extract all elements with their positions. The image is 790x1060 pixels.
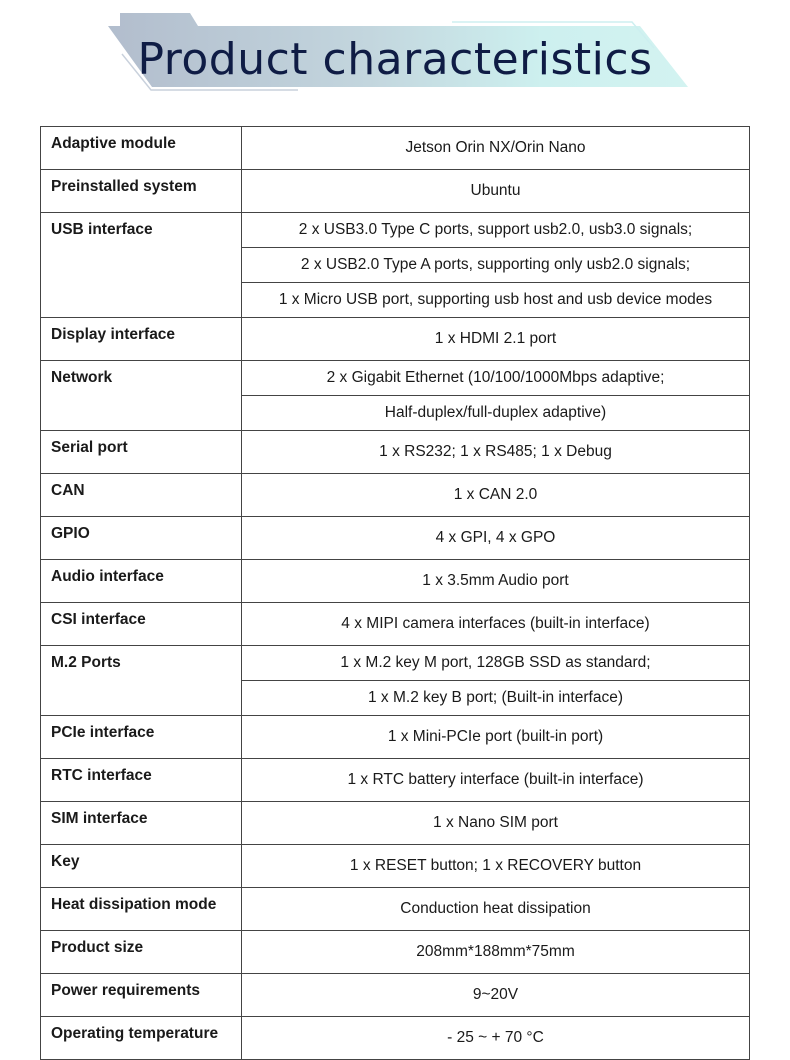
row-label: USB interface <box>41 213 242 318</box>
row-value: 4 x GPI, 4 x GPO <box>242 517 750 560</box>
title-banner <box>0 0 790 110</box>
table-row <box>41 474 750 517</box>
row-label: Heat dissipation mode <box>41 888 242 931</box>
row-value: 9~20V <box>242 974 750 1017</box>
row-value: 2 x USB2.0 Type A ports, supporting only usb2.0 signals; <box>242 248 750 283</box>
row-label: GPIO <box>41 517 242 560</box>
row-value: Jetson Orin NX/Orin Nano <box>242 127 750 170</box>
row-value: 1 x Micro USB port, supporting usb host and usb device modes <box>242 283 750 318</box>
spec-table <box>40 126 750 1060</box>
row-label: SIM interface <box>41 802 242 845</box>
row-label: CAN <box>41 474 242 517</box>
table-row <box>41 888 750 931</box>
row-value: 1 x Nano SIM port <box>242 802 750 845</box>
row-label: Key <box>41 845 242 888</box>
row-label: Adaptive module <box>41 127 242 170</box>
table-row <box>41 603 750 646</box>
table-row <box>41 716 750 759</box>
row-value: 1 x Mini-PCIe port (built-in port) <box>242 716 750 759</box>
row-value: 1 x HDMI 2.1 port <box>242 318 750 361</box>
table-row <box>41 431 750 474</box>
row-label: RTC interface <box>41 759 242 802</box>
row-value: 1 x M.2 key B port; (Built-in interface) <box>242 681 750 716</box>
row-value: 1 x RS232; 1 x RS485; 1 x Debug <box>242 431 750 474</box>
row-label: M.2 Ports <box>41 646 242 716</box>
page-title: Product characteristics <box>137 34 653 85</box>
table-row <box>41 931 750 974</box>
row-label: Preinstalled system <box>41 170 242 213</box>
row-value: 2 x USB3.0 Type C ports, support usb2.0, usb3.0 signals; <box>242 213 750 248</box>
row-label: Audio interface <box>41 560 242 603</box>
row-label: Serial port <box>41 431 242 474</box>
row-value: 1 x M.2 key M port, 128GB SSD as standard; <box>242 646 750 681</box>
row-label: Display interface <box>41 318 242 361</box>
table-row <box>41 127 750 170</box>
row-value: 2 x Gigabit Ethernet (10/100/1000Mbps adaptive; <box>242 361 750 396</box>
row-label: Power requirements <box>41 974 242 1017</box>
table-row <box>41 646 750 681</box>
row-value: Half-duplex/full-duplex adaptive) <box>242 396 750 431</box>
table-row <box>41 974 750 1017</box>
table-row <box>41 170 750 213</box>
row-value: 1 x 3.5mm Audio port <box>242 560 750 603</box>
row-value: Conduction heat dissipation <box>242 888 750 931</box>
row-value: 4 x MIPI camera interfaces (built-in interface) <box>242 603 750 646</box>
row-label: Product size <box>41 931 242 974</box>
row-label: Operating temperature <box>41 1017 242 1060</box>
table-row <box>41 361 750 396</box>
table-row <box>41 802 750 845</box>
table-row <box>41 1017 750 1060</box>
row-label: PCIe interface <box>41 716 242 759</box>
table-row <box>41 845 750 888</box>
table-row <box>41 517 750 560</box>
row-value: 1 x RTC battery interface (built-in interface) <box>242 759 750 802</box>
row-value: 208mm*188mm*75mm <box>242 931 750 974</box>
table-row <box>41 318 750 361</box>
row-value: 1 x CAN 2.0 <box>242 474 750 517</box>
table-row <box>41 560 750 603</box>
row-label: Network <box>41 361 242 431</box>
row-value: Ubuntu <box>242 170 750 213</box>
table-row <box>41 759 750 802</box>
table-row <box>41 213 750 248</box>
row-value: - 25 ~ + 70 °C <box>242 1017 750 1060</box>
row-label: CSI interface <box>41 603 242 646</box>
row-value: 1 x RESET button; 1 x RECOVERY button <box>242 845 750 888</box>
